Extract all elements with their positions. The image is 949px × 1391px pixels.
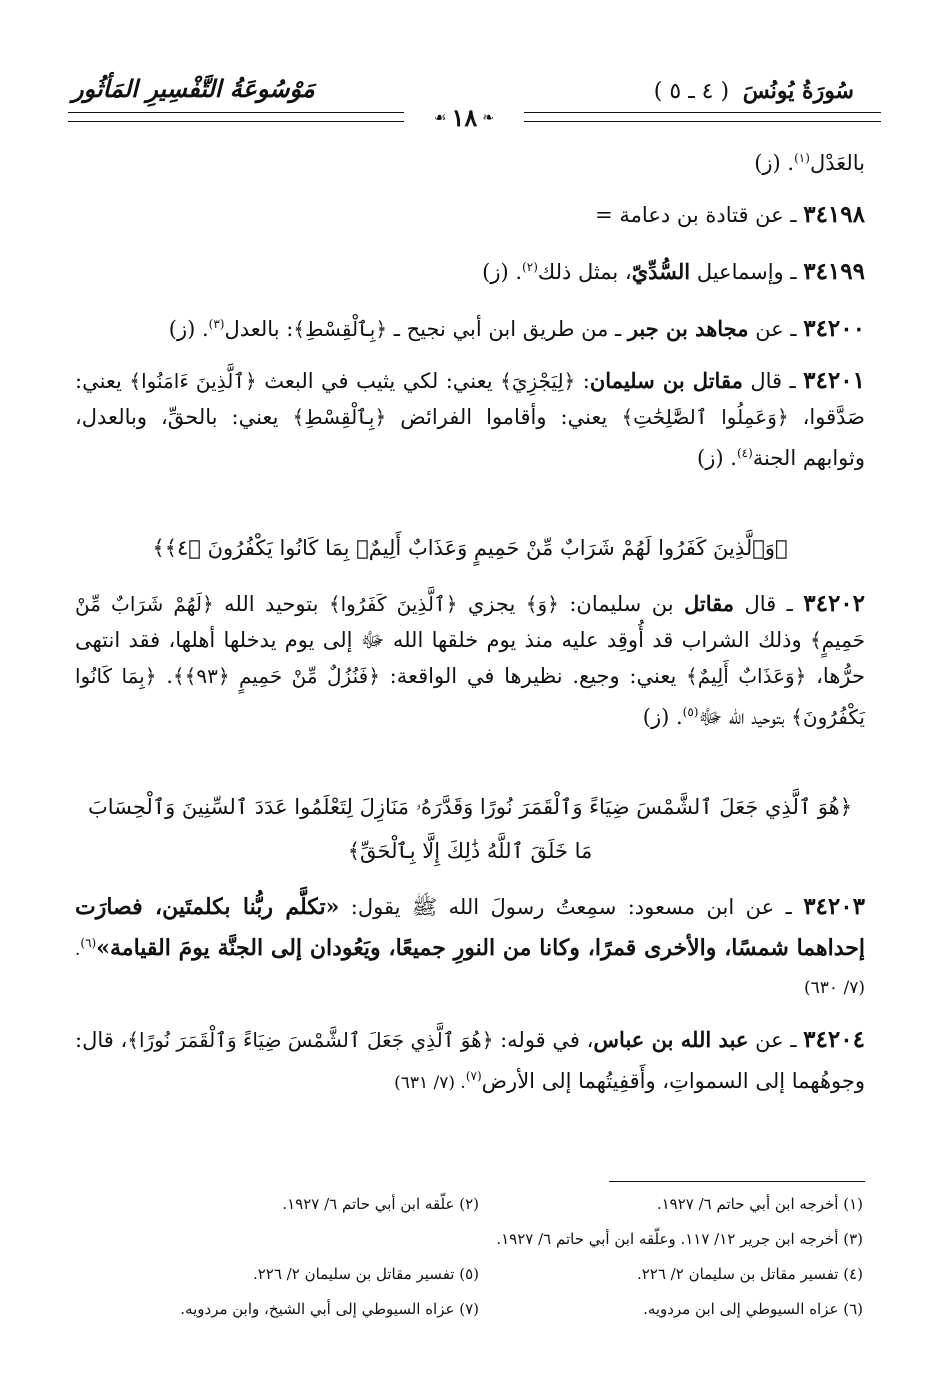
footnote-7: (٧) عزاه السيوطي إلى أبي الشيخ، وابن مردويه. (180, 1300, 479, 1318)
footnote-ref: (٦) (80, 936, 97, 950)
footnote-divider (609, 1181, 865, 1182)
quran-verse-5-line-2: مَا خَلَقَ ٱللَّهُ ذَٰلِكَ إِلَّا بِٱلْحَقِّ﴾ (347, 839, 593, 863)
entry-34198: ٣٤١٩٨ ـ عن قتادة بن دعامة = (595, 201, 865, 228)
quran-quote: ﴿وَ﴾ (525, 592, 559, 616)
entry-number: ٣٤٢٠٣ (803, 893, 865, 920)
footnote-ref: (٧) (465, 1069, 482, 1083)
ornament-icon: ❧ (482, 110, 495, 126)
quran-quote: ﴿بِٱلْقِسْطِ﴾ (293, 317, 388, 341)
verse-range: ( ٤ ـ ٥ ) (653, 79, 730, 104)
hadith-text: «تكلَّم ربُّنا بكلمتَين، فصارَت إحداهما شمسًا، والأخرى قمرًا، وكانا من النورِ جميعًا، ويَعُودان إلى الجنَّة يومَ القيامة» (75, 894, 865, 961)
quran-quote: ﴿فَنُزُلٌ مِّنْ حَمِيمٍ ﴿٩٣﴾﴾ (172, 664, 380, 688)
footnote-ref: (١) (794, 151, 810, 165)
book-title: مَوْسُوعَةُ التَّفْسِيرِ المَأثُور (72, 74, 315, 103)
entry-34204: ٣٤٢٠٤ ـ عن عبد الله بن عباس، في قوله: ﴿هُوَ ٱلَّذِي جَعَلَ ٱلشَّمْسَ ضِيَاءً وَٱلْقَمَرَ نُورًا﴾، قال: وجوهُهما إلى السمواتِ، وأَقفِيتُهما إلى الأرض$^{(٧)}$. (٧/ ٦٣١) (75, 1026, 865, 1093)
quran-quote: ﴿بِمَا كَانُوا يَكْفُرُونَ﴾ (75, 664, 865, 729)
quran-quote: ﴿ٱلَّذِينَ ءَامَنُوا﴾ (129, 369, 257, 393)
entry-number: ٣٤٢٠٤ (803, 1026, 865, 1053)
entry-34203: ٣٤٢٠٣ ـ عن ابن مسعود: سمِعتُ رسولَ الله ﷺ يقول: «تكلَّم ربُّنا بكلمتَين، فصارَت إحداهما شمسًا، والأخرى قمرًا، وكانا من النورِ جميعًا، ويَعُودان إلى الجنَّة يومَ القيامة»$^{(٦)}$. (٧/ ٦٣٠) (75, 893, 865, 998)
footnote-5: (٥) تفسير مقاتل بن سليمان ٢/ ٢٢٦. (252, 1265, 479, 1283)
narrator-name: السُّدِّيّ (631, 259, 691, 284)
entry-number: ٣٤١٩٩ (803, 258, 865, 285)
quran-quote: ﴿ٱلَّذِينَ كَفَرُوا﴾ (328, 592, 458, 616)
quran-verse-4: ﴿وَٱلَّذِينَ كَفَرُوا لَهُمْ شَرَابٌ مِّنْ حَمِيمٍ وَعَذَابٌ أَلِيمٌۢ بِمَا كَانُوا يَكْفُرُونَ ﴿٤﴾﴾ (152, 536, 788, 560)
footnote-ref: (٣) (208, 317, 225, 331)
footnote-1: (١) أخرجه ابن أبي حاتم ٦/ ١٩٢٧. (656, 1195, 863, 1213)
footnote-6: (٦) عزاه السيوطي إلى ابن مردويه. (643, 1300, 863, 1318)
entry-number: ٣٤٢٠١ (803, 367, 865, 394)
footnote-2: (٢) علّقه ابن أبي حاتم ٦/ ١٩٢٧. (282, 1195, 479, 1213)
running-header-surah (654, 78, 854, 104)
quran-quote: ﴿لَهُمْ شَرَابٌ مِّنْ حَمِيمٍ﴾ (75, 592, 865, 652)
narrator-name: عبد الله بن عباس (593, 1027, 749, 1052)
narrator-name: مقاتل بن سليمان (589, 368, 743, 393)
footnote-ref: (٤) (736, 446, 753, 460)
footnote-ref: (٢) (522, 260, 538, 274)
entry-continuation: بالعَدْل$^{(١)}$. (ز) (754, 151, 865, 175)
ornament-icon: ☙ (433, 110, 447, 126)
entry-34201: ٣٤٢٠١ ـ قال مقاتل بن سليمان: ﴿لِيَجْزِيَ﴾ يعني: لكي يثيب في البعث ﴿ٱلَّذِينَ ءَامَنُوا﴾ يعني: صَدَّقوا، ﴿وَعَمِلُوا ٱلصَّٰلِحَٰتِ﴾ يعني: وأقاموا الفرائض ﴿بِٱلْقِسْطِ﴾ يعني: بالحقِّ، وبالعدل، وثوابهم الجنة$^{(٤)}$. (ز) (75, 367, 865, 470)
quran-quote: ﴿وَعَذَابٌ أَلِيمٌ﴾ (686, 664, 807, 688)
quran-quote: ﴿وَعَمِلُوا ٱلصَّٰلِحَٰتِ﴾ (621, 405, 789, 429)
entry-34199: ٣٤١٩٩ ـ وإسماعيل السُّدِّيّ، بمثل ذلك$^{(٢)}$. (ز) (482, 258, 865, 285)
quran-verse-5-line-1: ﴿هُوَ ٱلَّذِي جَعَلَ ٱلشَّمْسَ ضِيَاءً وَٱلْقَمَرَ نُورًا وَقَدَّرَهُۥ مَنَازِلَ لِتَعْلَمُوا عَدَدَ ٱلسِّنِينَ وَٱلْحِسَابَ (87, 795, 853, 819)
footnote-3: (٣) أخرجه ابن جرير ١٢/ ١١٧. وعلّقه ابن أبي حاتم ٦/ ١٩٢٧. (496, 1230, 863, 1248)
entry-34202: ٣٤٢٠٢ ـ قال مقاتل بن سليمان: ﴿وَ﴾ يجزي ﴿ٱلَّذِينَ كَفَرُوا﴾ بتوحيد الله ﴿لَهُمْ شَرَابٌ مِّنْ حَمِيمٍ﴾ وذلك الشراب قد أُوقِد عليه منذ يوم خلقها الله ﷻ إلى يوم يدخلها أهلها، فقد انتهى حرُّها، ﴿وَعَذَابٌ أَلِيمٌ﴾ يعني: وجيع. نظيرها في الواقعة: ﴿فَنُزُلٌ مِّنْ حَمِيمٍ ﴿٩٣﴾﴾. ﴿بِمَا كَانُوا يَكْفُرُونَ﴾ بتوحيد الله ﷻ$^{(٥)}$. (ز) (75, 590, 866, 729)
narrator-name: مقاتل (684, 591, 735, 616)
page-number-box (404, 100, 524, 136)
footnote-4: (٤) تفسير مقاتل بن سليمان ٢/ ٢٢٦. (636, 1265, 863, 1283)
narrator-name: مجاهد بن جبر (627, 316, 749, 341)
volume-reference: . (٧/ ٦٣١) (394, 1073, 466, 1093)
entry-number: ٣٤٢٠٢ (803, 590, 866, 617)
footnote-ref: (٥) (682, 705, 699, 719)
main-text (75, 140, 865, 1101)
quran-quote: ﴿لِيَجْزِيَ﴾ (500, 369, 576, 393)
entry-number: ٣٤٢٠٠ (803, 315, 865, 342)
entry-number: ٣٤١٩٨ (803, 201, 865, 228)
entry-34200: ٣٤٢٠٠ ـ عن مجاهد بن جبر ـ من طريق ابن أبي نجيح ـ ﴿بِٱلْقِسْطِ﴾: بالعدل$^{(٣)}$. (ز) (168, 315, 865, 342)
page-number: ١٨ (451, 103, 478, 132)
volume-reference: . (٧/ ٦٣٠) (75, 940, 865, 998)
quran-quote: ﴿بِٱلْقِسْطِ﴾ (292, 405, 387, 429)
surah-title: سُورَةُ يُونُسَ (742, 78, 854, 104)
quran-quote: ﴿هُوَ ٱلَّذِي جَعَلَ ٱلشَّمْسَ ضِيَاءً وَٱلْقَمَرَ نُورًا﴾ (127, 1028, 494, 1052)
